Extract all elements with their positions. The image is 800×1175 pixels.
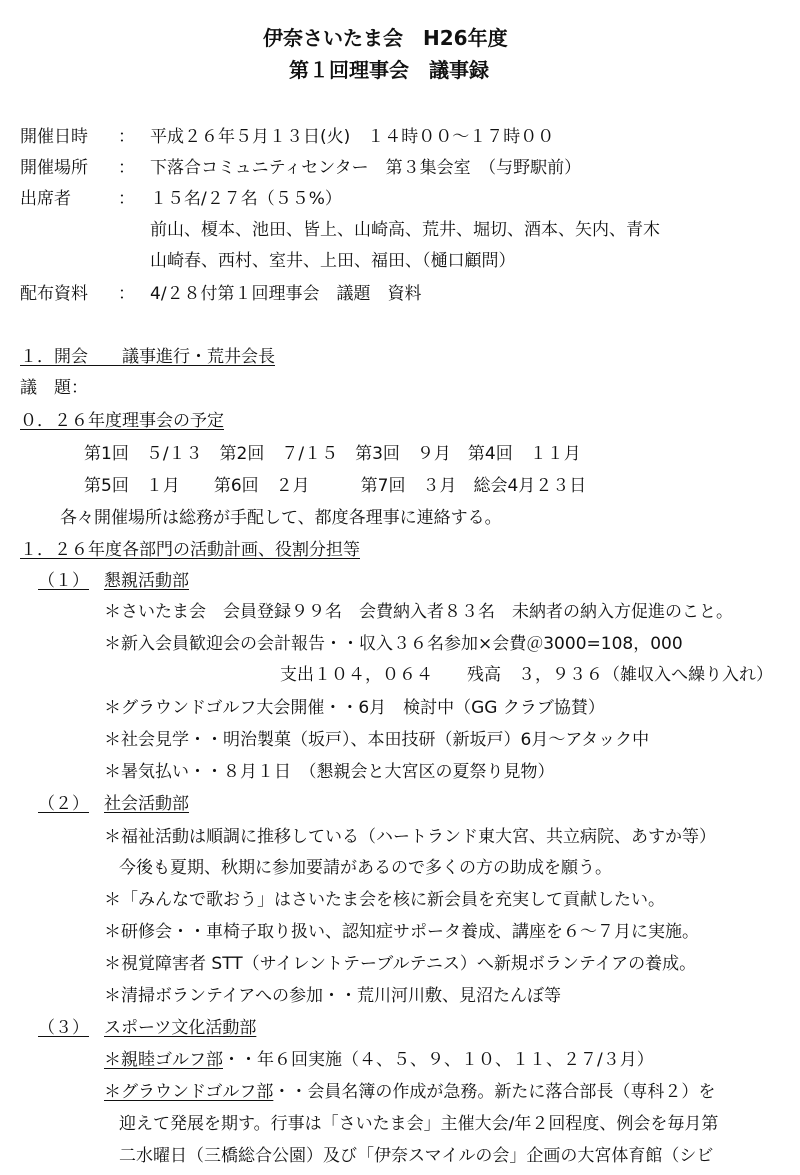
dept3-groundgolf-item [104,1081,715,1103]
dept1-item: ＊社会見学・・明治製菓（坂戸）、本田技研（新坂戸）6月～アタック中 [104,730,650,750]
dept2-item: ＊清掃ボランテイアへの参加・・荒川河川敷、見沼たんぼ等 [104,986,561,1006]
document-subtitle: 第１回理事会 議事録 [289,58,489,82]
dept1-item: ＊さいたま会 会員登録９９名 会費納入者８３名 未納者の納入方促進のこと。 [104,602,733,622]
dept2-item: ＊視覚障害者 STT（サイレントテーブルテニス）へ新規ボランテイアの養成。 [104,954,697,974]
dept2-item: ＊研修会・・車椅子取り扱い、認知症サポータ養成、講座を６～７月に実施。 [104,922,699,942]
dept1-item: ＊グラウンドゴルフ大会開催・・6月 検討中（GG クラブ協賛） [104,698,605,718]
materials-value: 4/２８付第１回理事会 議題 資料 [150,284,422,304]
schedule-heading: ０．２６年度理事会の予定 [20,411,224,431]
golf-club-text: ・・年６回実施（４、５、９、１０、１１、２７/３月） [223,1050,654,1070]
date-value: 平成２６年５月１３日(火) １４時００～１７時００ [150,127,555,147]
groundgolf-club-text: ・・会員名簿の作成が急務。新たに落合部長（専科２）を [273,1082,716,1102]
dept2-heading-number: （２） [38,794,89,814]
plans-heading: １．２６年度各部門の活動計画、役割分担等 [20,540,360,560]
attendees-line-1: 前山、榎本、池田、皆上、山崎高、荒井、堀切、酒本、矢内、青木 [150,220,660,240]
place-value: 下落合コミュニティセンター 第３集会室 （与野駅前） [150,158,582,178]
document-title: 伊奈さいたま会 H26年度 [263,26,508,50]
dept1-item: ＊暑気払い・・８月１日 （懇親会と大宮区の夏祭り見物） [104,762,555,782]
dept3-heading-name: スポーツ文化活動部 [104,1018,257,1038]
attendees-line-2: 山崎春、西村、室井、上田、福田、（樋口顧問） [150,251,516,271]
dept2-heading-name: 社会活動部 [104,794,189,814]
dept1-heading-name: 懇親活動部 [104,571,189,591]
dept2-item-continued: 今後も夏期、秋期に参加要請があるので多くの方の助成を願う。 [119,858,612,878]
dept1-item-continued: 支出１０４，０６４ 残高 ３，９３６（雑収入へ繰り入れ） [280,665,773,685]
opening-heading: １．開会 議事進行・荒井会長 [20,347,275,367]
materials-label: 配布資料 [20,284,88,304]
place-colon: ： [118,158,135,178]
place-label: 開催場所 [20,158,88,178]
schedule-line-2: 第5回 １月 第6回 ２月 第7回 ３月 総会4月２３日 [84,476,587,496]
dept3-golf-item [104,1049,654,1071]
dept1-item: ＊新入会員歓迎会の会計報告・・収入３６名参加×会費＠3000=108，000 [104,634,683,654]
schedule-line-1: 第1回 ５/１３ 第2回 ７/１５ 第3回 ９月 第4回 １１月 [84,444,581,464]
date-colon: ： [118,127,135,147]
attendance-label: 出席者 [20,189,71,209]
agenda-label: 議 題： [20,378,88,398]
attendance-value: １５名/２７名（５５%） [150,189,342,209]
dept3-groundgolf-line-3: 二水曜日（三橋総合公園）及び「伊奈スマイルの会」企画の大宮体育館（シビ [119,1146,714,1166]
date-label: 開催日時 [20,127,88,147]
dept2-item: ＊「みんなで歌おう」はさいたま会を核に新会員を充実して貢献したい。 [104,890,665,910]
dept3-groundgolf-line-2: 迎えて発展を期す。行事は「さいたま会」主催大会/年２回程度、例会を毎月第 [119,1114,719,1134]
dept1-heading-number: （１） [38,571,89,591]
dept2-item: ＊福祉活動は順調に推移している（ハートランド東大宮、共立病院、あすか等） [104,827,716,847]
dept3-heading-number: （３） [38,1018,89,1038]
golf-club-label: ＊親睦ゴルフ部 [104,1050,223,1070]
attendance-colon: ： [118,189,135,209]
materials-colon: ： [118,284,135,304]
schedule-note: 各々開催場所は総務が手配して、都度各理事に連絡する。 [60,508,502,528]
groundgolf-club-label: ＊グラウンドゴルフ部 [104,1082,274,1102]
